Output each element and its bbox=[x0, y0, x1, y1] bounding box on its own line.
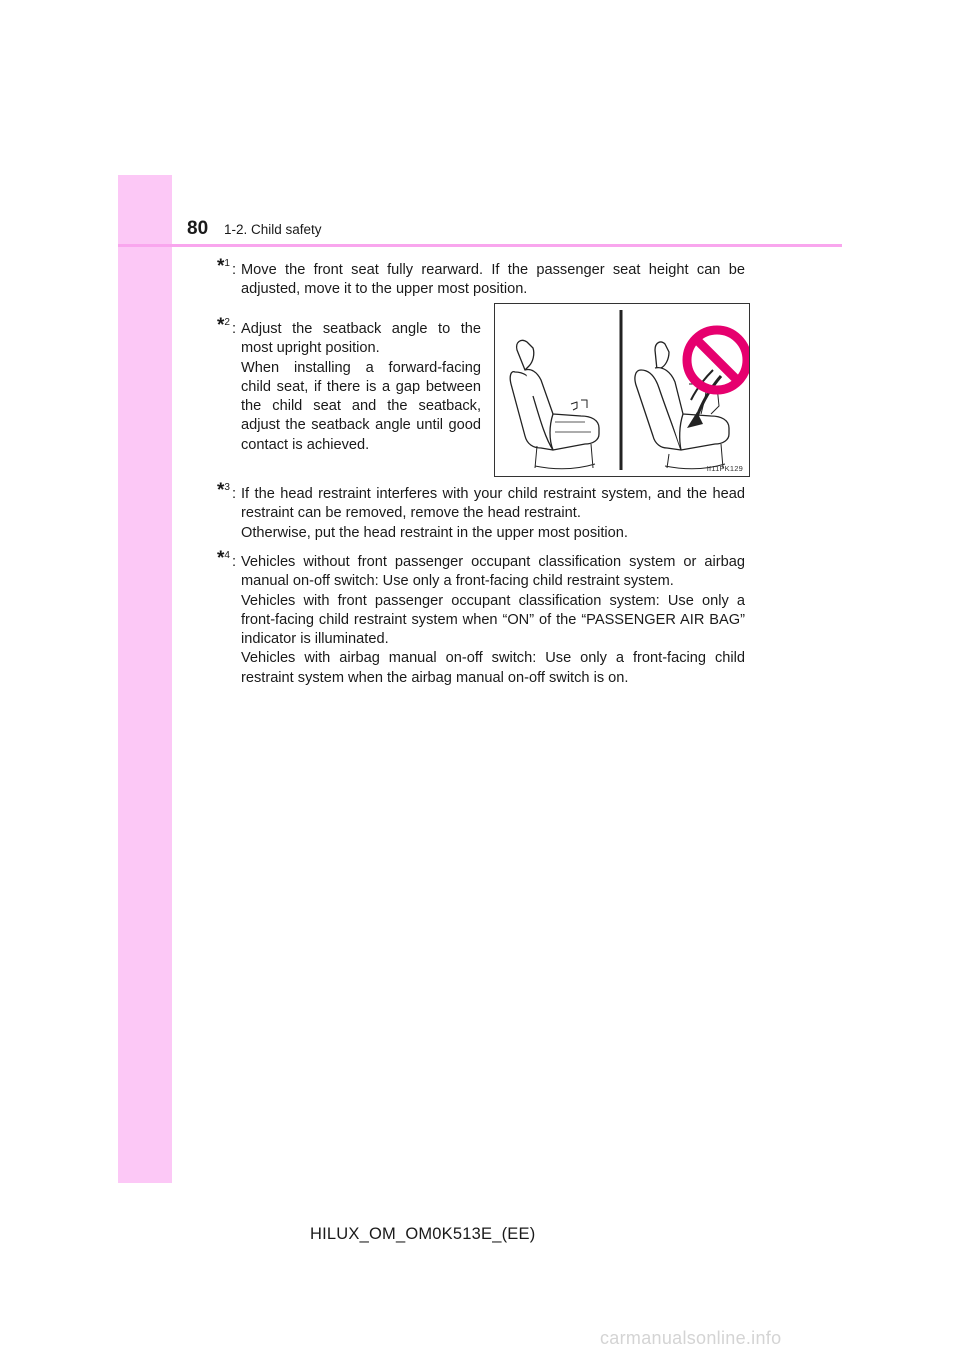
footnote-text: When installing a forward-facing child seat, if there is a gap between the child seat and the seatback, adjust the seatback angle until good contact is achieved. bbox=[241, 359, 481, 453]
footnote-ref: 3 bbox=[224, 482, 230, 493]
footnote-text: If the head restraint interferes with your child restraint system, and the head restraint can be removed, remove the head restraint. bbox=[241, 486, 745, 522]
footnote-text: Vehicles without front passenger occupant classification system or airbag manual on-off switch: Use only a front-facing child restraint system. bbox=[241, 554, 745, 590]
figure-code: II11PK129 bbox=[706, 464, 743, 473]
page-number: 80 bbox=[187, 218, 209, 239]
watermark: carmanualsonline.info bbox=[600, 1328, 782, 1348]
document-id-footer: HILUX_OM_OM0K513E_(EE) bbox=[310, 1225, 536, 1243]
footnote-1: *$^1$ : Move the front seat fully rearward. If the passenger seat height can be adjusted, move it to the upper most position. bbox=[217, 261, 745, 300]
header-rule bbox=[118, 244, 842, 247]
side-tab-band bbox=[118, 175, 172, 1183]
seatback-angle-figure bbox=[494, 303, 750, 477]
footnote-ref: 1 bbox=[224, 258, 230, 269]
footnote-marker: *$^1$ bbox=[217, 256, 230, 277]
footnote-text: Move the front seat fully rearward. If the passenger seat height can be adjusted, move it to the upper most position. bbox=[241, 262, 745, 298]
footnote-text: Vehicles with front passenger occupant classification system: Use only a front-facing child restraint system when “ON” of the “PASSENGER AIR BAG” indicator is illuminated. bbox=[241, 592, 745, 648]
footnote-ref: 4 bbox=[224, 550, 230, 561]
footnote-marker: *$^2$ bbox=[217, 315, 230, 336]
seat-upright-icon bbox=[510, 340, 599, 468]
section-title: 1-2. Child safety bbox=[224, 222, 322, 237]
footnote-text: Vehicles with airbag manual on-off switch: Use only a front-facing child restraint system when the airbag manual on-off switch is on. bbox=[241, 650, 745, 686]
footnote-marker: *$^4$ bbox=[217, 548, 230, 569]
footnote-text: Adjust the seatback angle to the most upright position. bbox=[241, 321, 481, 357]
footnote-ref: 2 bbox=[224, 317, 230, 328]
footnote-3: *$^3$ : If the head restraint interferes with your child restraint system, and the head restraint can be removed, remove the head restraint. Otherwise, put the head restraint in the upper most position. bbox=[217, 485, 745, 543]
footnote-2: *$^2$ : Adjust the seatback angle to the most upright position. When installing a forward-facing child seat, if there is a gap between the child seat and the seatback, adjust the seatback angle until good contact is achieved. bbox=[217, 320, 481, 455]
footnote-text: Otherwise, put the head restraint in the upper most position. bbox=[241, 524, 628, 541]
footnote-marker: *$^3$ bbox=[217, 480, 230, 501]
footnote-4: *$^4$ : Vehicles without front passenger occupant classification system or airbag manual on-off switch: Use only a front-facing child restraint system. Vehicles with front passenger occupant classification system: Use only a front-facing child restraint system when “ON” of the “PASSENGER AIR BAG” indicator is illuminated. Vehicles with airbag manual on-off switch: Use only a front-facing child restraint system when the airbag manual on-off switch is on. bbox=[217, 553, 745, 688]
